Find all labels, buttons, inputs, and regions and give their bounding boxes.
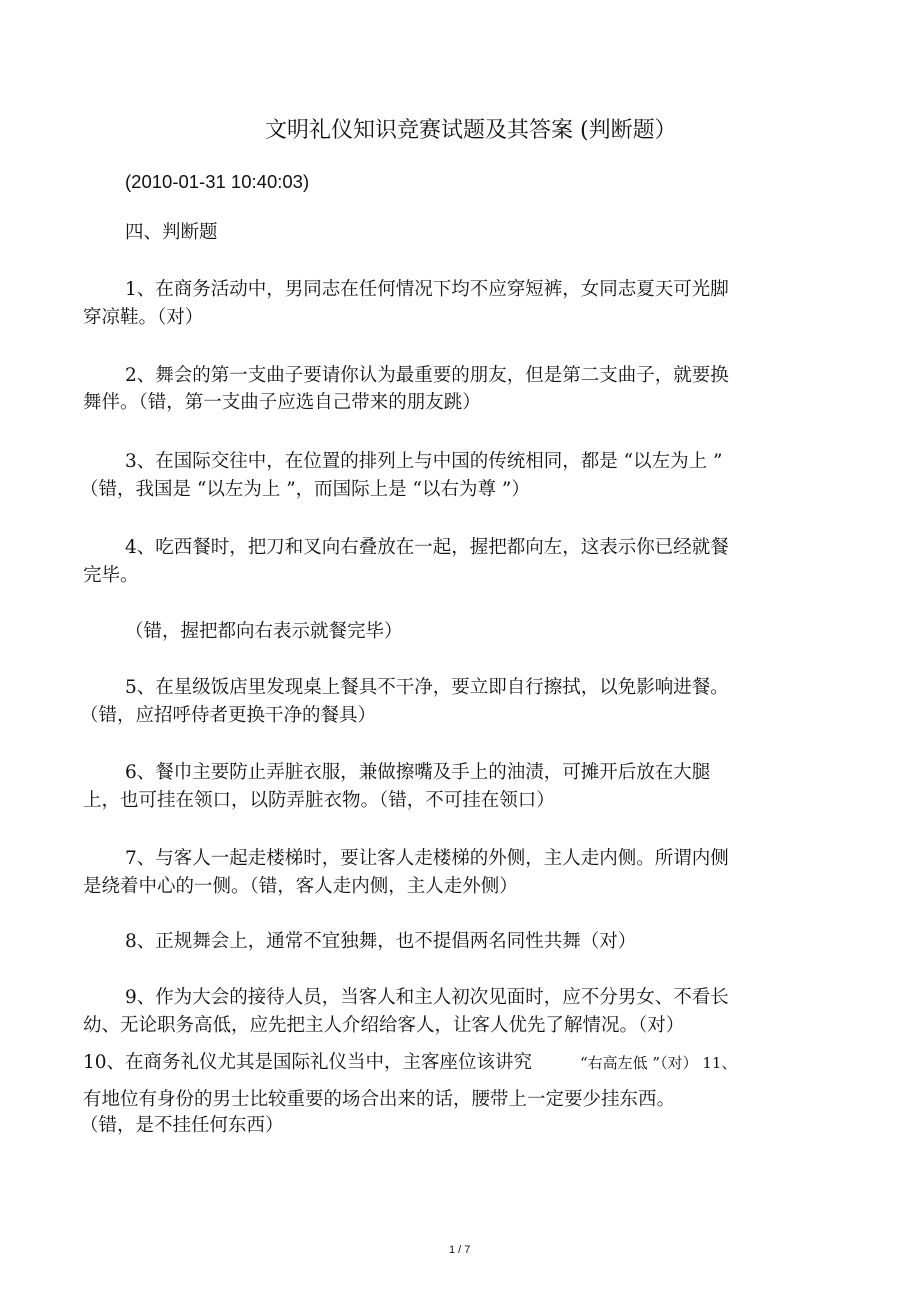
q7-line1: 7、与客人一起走楼梯时，要让客人走楼梯的外侧，主人走内侧。所谓内侧 — [125, 848, 729, 869]
date: (2010-01-31 10:40:03) — [125, 171, 310, 192]
q9-line2: 幼、无论职务高低，应先把主人介绍给客人，让客人优先了解情况。（对） — [83, 1015, 685, 1036]
q11-answer: （错，是不挂任何东西） — [80, 1115, 284, 1136]
q3-line1: 3、在国际交往中，在位置的排列上与中国的传统相同，都是 “以左为上 ” — [125, 451, 723, 472]
q4-line2: 完毕。 — [83, 565, 139, 586]
q9-line1: 9、作为大会的接待人员，当客人和主人初次见面时，应不分男女、不看长 — [125, 987, 729, 1008]
q1-line1: 1、在商务活动中，男同志在任何情况下均不应穿短裤，女同志夏天可光脚 — [125, 279, 729, 300]
page-number: 1 / 7 — [449, 1244, 471, 1256]
q11-line1: 有地位有身份的男士比较重要的场合出来的话，腰带上一定要少挂东西。 — [83, 1089, 676, 1110]
q3-line2: （错，我国是 “以左为上 ”，而国际上是 “以右为尊 ”） — [80, 479, 530, 500]
q10-line: 10、在商务礼仪尤其是国际礼仪当中，主客座位该讲究 — [83, 1052, 533, 1073]
document-title: 文明礼仪知识竞赛试题及其答案 (判断题） — [265, 118, 677, 143]
q6-line2: 上，也可挂在领口，以防弄脏衣物。（错，不可挂在领口） — [83, 790, 555, 811]
q7-line2: 是绕着中心的一侧。（错，客人走内侧，主人走外侧） — [83, 876, 518, 897]
q5-line1: 5、在星级饭店里发现桌上餐具不干净，要立即自行擦拭，以免影响进餐。 — [125, 677, 729, 698]
q2-line2: 舞伴。（错，第一支曲子应选自己带来的朋友跳） — [83, 392, 481, 413]
q8-line: 8、正规舞会上，通常不宜独舞，也不提倡两名同性共舞（对） — [125, 931, 637, 952]
q10-answer: “右高左低 ”（对） 11、 — [580, 1054, 737, 1072]
q6-line1: 6、餐巾主要防止弄脏衣服，兼做擦嘴及手上的油渍，可摊开后放在大腿 — [125, 762, 711, 783]
section-heading: 四、判断题 — [125, 222, 218, 243]
q1-line2: 穿凉鞋。（对） — [83, 307, 204, 328]
q5-line2: （错，应招呼侍者更换干净的餐具） — [80, 705, 377, 726]
q4-line1: 4、吃西餐时，把刀和叉向右叠放在一起，握把都向左，这表示你已经就餐 — [125, 537, 729, 558]
q4-answer: （错，握把都向右表示就餐完毕） — [125, 621, 403, 642]
q2-line1: 2、舞会的第一支曲子要请你认为最重要的朋友，但是第二支曲子，就要换 — [125, 365, 729, 386]
